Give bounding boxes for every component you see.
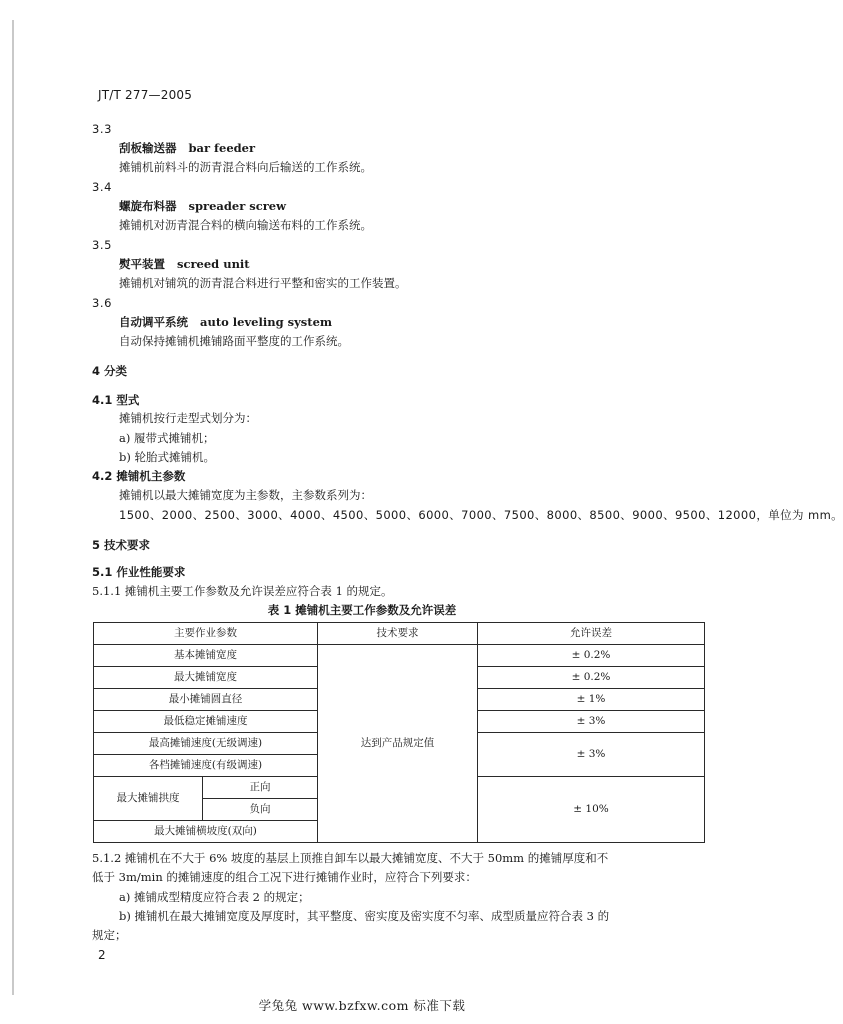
term-en: bar feeder: [188, 141, 256, 155]
table-cell: 最大摊铺横坡度(双向): [94, 821, 318, 843]
term-definition: 摊铺机对沥青混合料的横向输送布料的工作系统。: [119, 218, 372, 232]
table-cell: ± 1%: [478, 689, 705, 711]
table-cell: 最高摊铺速度(无级调速): [94, 733, 318, 755]
term-heading: [119, 140, 255, 156]
term-number: 3.3: [92, 122, 113, 136]
list-item: a) 摊铺成型精度应符合表 2 的规定；: [119, 890, 310, 904]
list-item: b) 轮胎式摊铺机。: [119, 450, 216, 464]
term-heading: [119, 314, 332, 330]
clause-5-1-1: 5.1.1 摊铺机主要工作参数及允许误差应符合表 1 的规定。: [92, 584, 393, 598]
section-5-title: 5 技术要求: [92, 538, 151, 552]
table-cell: 基本摊铺宽度: [94, 645, 318, 667]
table-cell: 最小摊铺圆直径: [94, 689, 318, 711]
section-4-1-title: 4.1 型式: [92, 393, 140, 407]
parameter-series: 1500、2000、2500、3000、4000、4500、5000、6000、7000、7500、8000、8500、9000、9500、12000，单位为 mm。: [119, 508, 843, 522]
table-cell: ± 3%: [478, 711, 705, 733]
list-item-continuation: 规定；: [92, 928, 127, 942]
section-5-1-title: 5.1 作业性能要求: [92, 565, 186, 579]
section-4-2-title: 4.2 摊铺机主参数: [92, 469, 186, 483]
term-cn: 熨平装置: [119, 257, 165, 271]
term-en: auto leveling system: [200, 315, 333, 329]
clause-5-1-2-line1: 5.1.2 摊铺机在不大于 6% 坡度的基层上顶推自卸车以最大摊铺宽度、不大于 50mm 的摊铺厚度和不: [92, 851, 609, 865]
table-cell: 最大摊铺拱度: [94, 777, 203, 821]
page-number: 2: [98, 948, 106, 962]
table-cell: ± 3%: [478, 733, 705, 777]
header-tolerance: 允许误差: [478, 623, 705, 645]
table-cell: 最低稳定摊铺速度: [94, 711, 318, 733]
term-cn: 螺旋布料器: [119, 199, 177, 213]
section-4-1-text: 摊铺机按行走型式划分为：: [119, 411, 257, 425]
site-watermark: 学兔兔 www.bzfxw.com 标准下载: [258, 998, 466, 1013]
requirement-cell: 达到产品规定值: [318, 645, 478, 843]
term-cn: 刮板输送器: [119, 141, 177, 155]
term-heading: [119, 198, 286, 214]
header-requirement: 技术要求: [318, 623, 478, 645]
term-number: 3.5: [92, 238, 113, 252]
term-en: screed unit: [177, 257, 250, 271]
term-definition: 摊铺机对铺筑的沥青混合料进行平整和密实的工作装置。: [119, 276, 407, 290]
term-definition: 自动保持摊铺机摊铺路面平整度的工作系统。: [119, 334, 349, 348]
list-item: a) 履带式摊铺机；: [119, 431, 215, 445]
scan-edge: [12, 20, 14, 995]
term-definition: 摊铺机前料斗的沥青混合料向后输送的工作系统。: [119, 160, 372, 174]
standard-code: JT/T 277—2005: [98, 88, 193, 102]
header-param: 主要作业参数: [94, 623, 318, 645]
term-heading: [119, 256, 250, 272]
clause-5-1-2-line2: 低于 3m/min 的摊铺速度的组合工况下进行摊铺作业时，应符合下列要求：: [92, 870, 477, 884]
section-4-2-text: 摊铺机以最大摊铺宽度为主参数，主参数系列为：: [119, 488, 372, 502]
table-cell: 负向: [203, 799, 318, 821]
table-cell: ± 0.2%: [478, 645, 705, 667]
table-cell: ± 10%: [478, 777, 705, 843]
term-en: spreader screw: [188, 199, 287, 213]
section-4-title: 4 分类: [92, 364, 128, 378]
term-cn: 自动调平系统: [119, 315, 188, 329]
term-number: 3.6: [92, 296, 113, 310]
parameters-table: [93, 622, 705, 843]
table-cell: 最大摊铺宽度: [94, 667, 318, 689]
table-caption: 表 1 摊铺机主要工作参数及允许误差: [267, 603, 457, 617]
table-cell: ± 0.2%: [478, 667, 705, 689]
term-number: 3.4: [92, 180, 113, 194]
list-item: b) 摊铺机在最大摊铺宽度及厚度时，其平整度、密实度及密实度不匀率、成型质量应符合表 3 的: [119, 909, 610, 923]
table-cell: 各档摊铺速度(有级调速): [94, 755, 318, 777]
table-cell: 正向: [203, 777, 318, 799]
